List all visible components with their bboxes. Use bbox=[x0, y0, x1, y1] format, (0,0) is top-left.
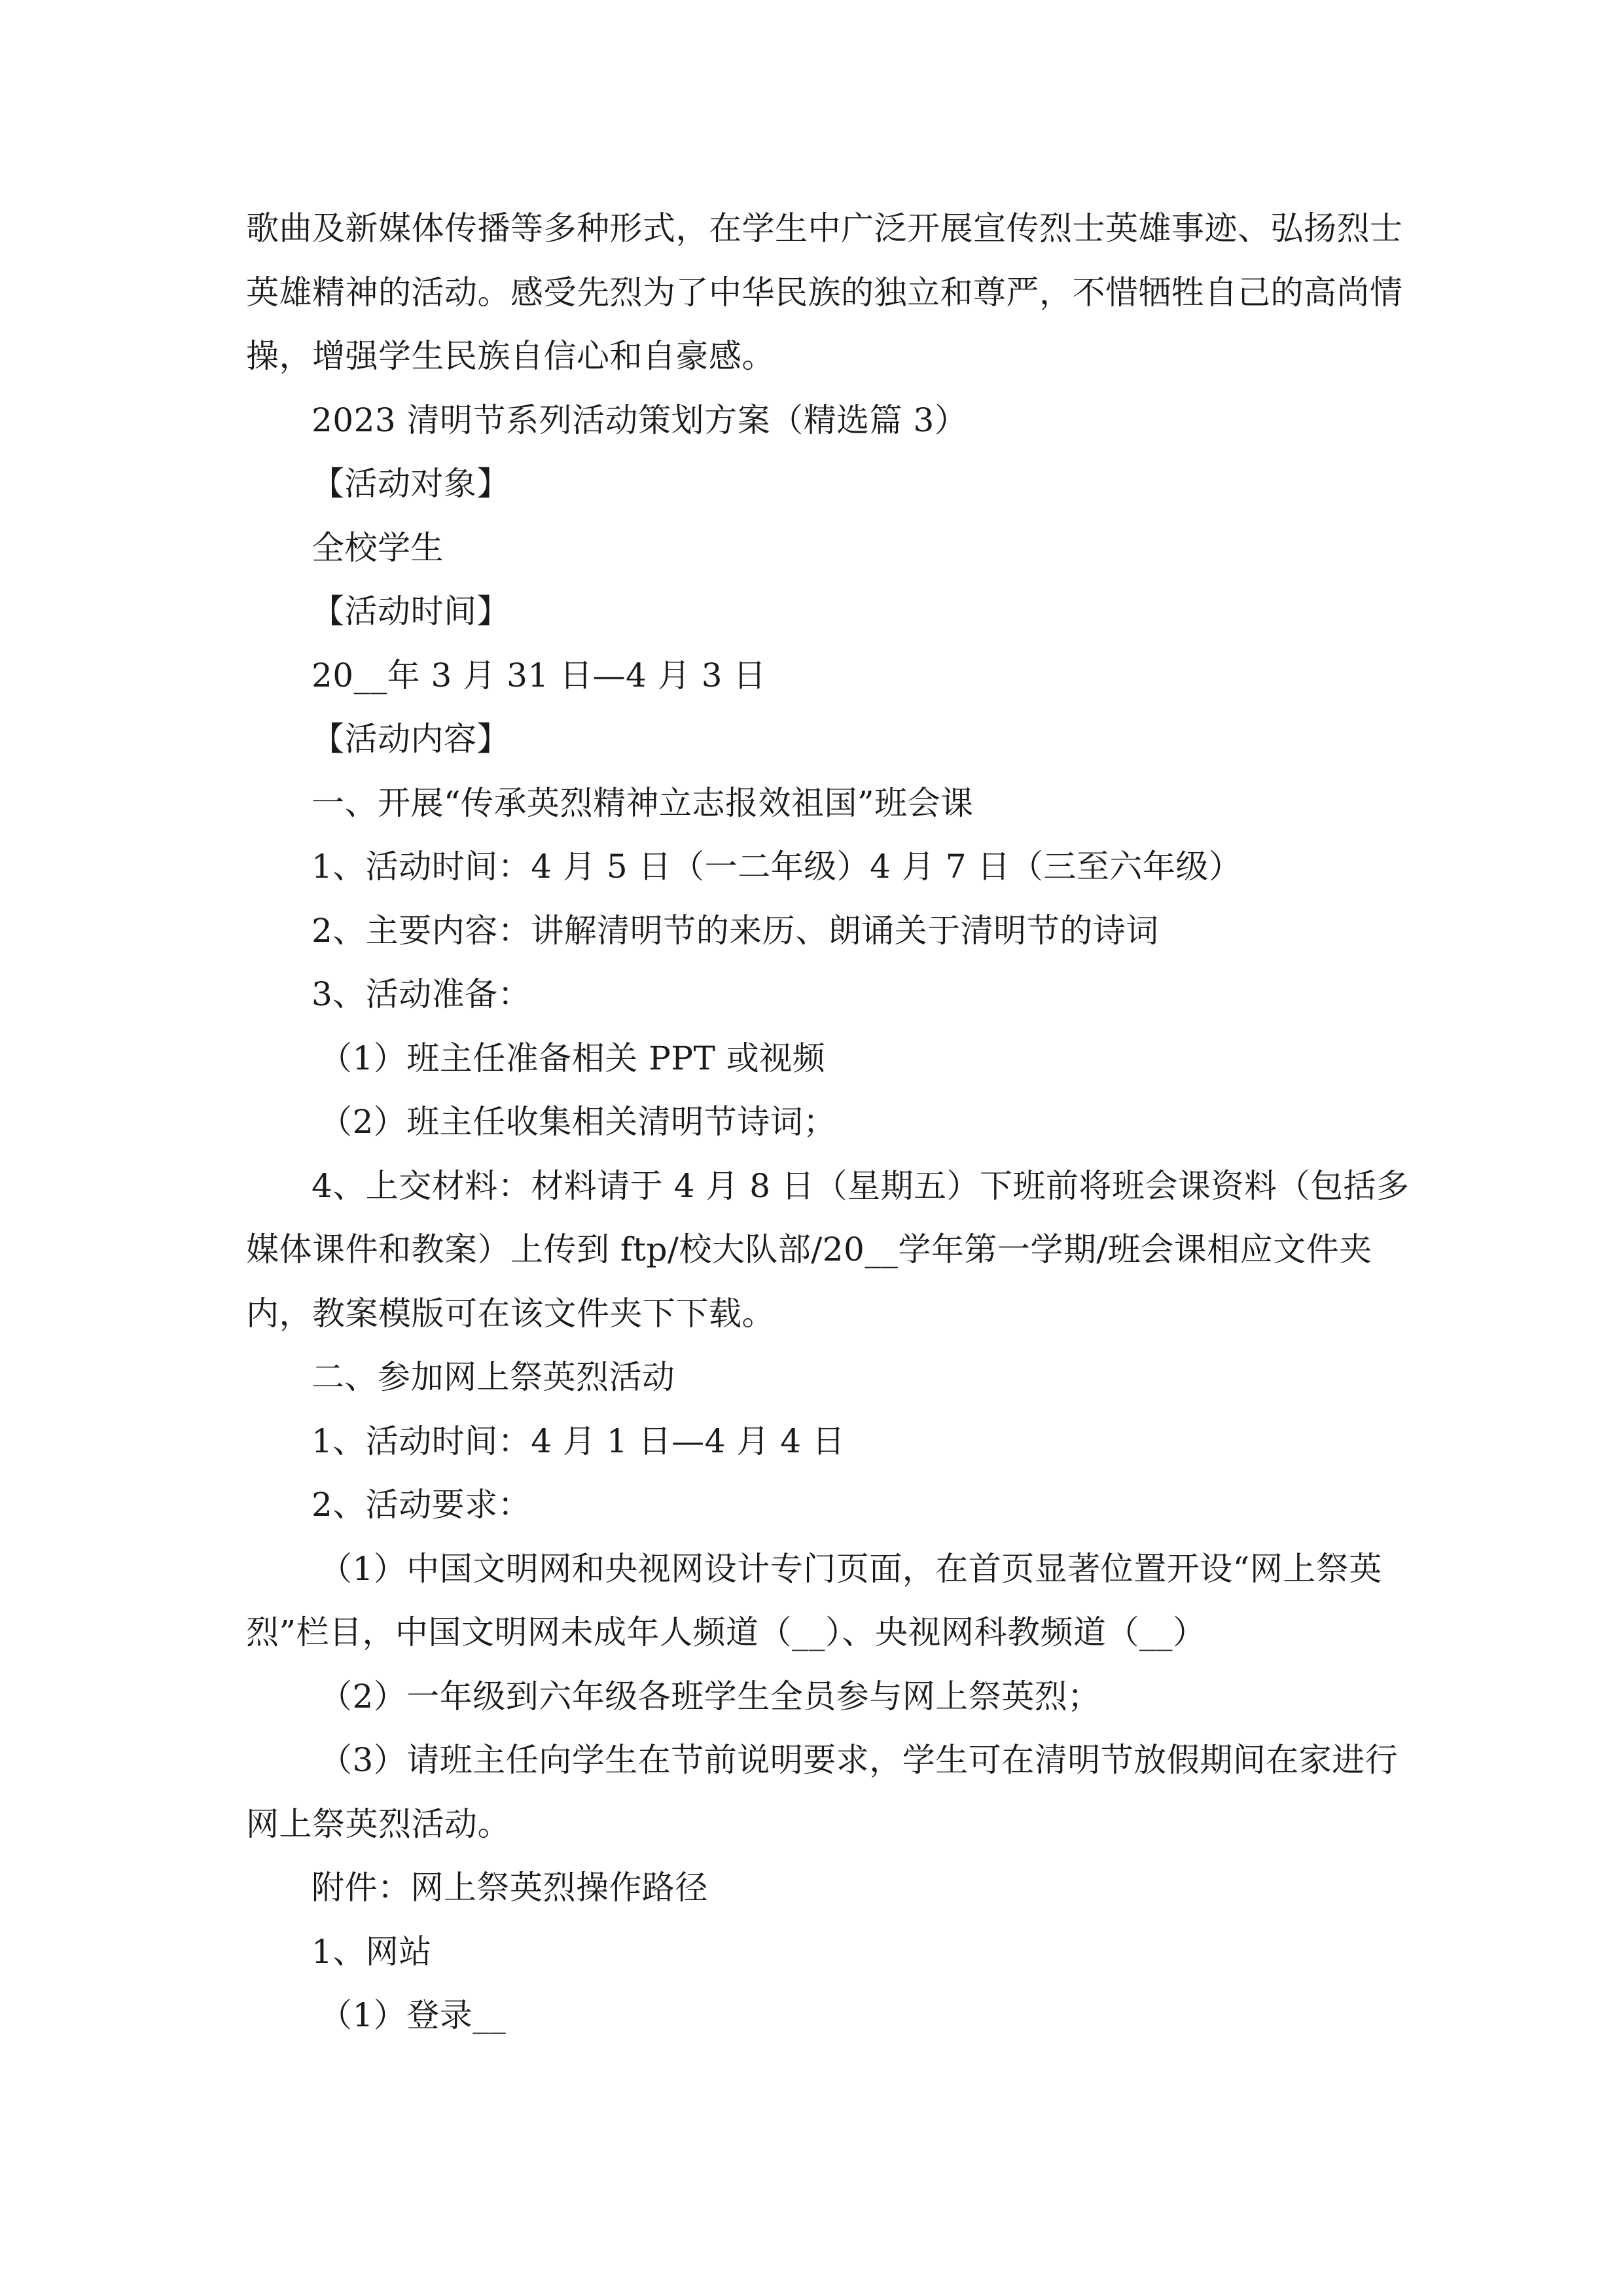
paragraph-line: 英雄精神的活动。感受先烈为了中华民族的独立和尊严，不惜牺牲自己的高尚情 bbox=[246, 273, 1403, 312]
sub-list-item: （1）班主任准备相关 PPT 或视频 bbox=[319, 1039, 826, 1077]
heading-activity-content: 【活动内容】 bbox=[312, 720, 510, 758]
paragraph-line: 媒体课件和教案）上传到 ftp/校大队部/20__学年第一学期/班会课相应文件夹 bbox=[246, 1230, 1372, 1268]
paragraph-line: 操，增强学生民族自信心和自豪感。 bbox=[246, 337, 775, 375]
sub-list-item: （1）登录__ bbox=[319, 1996, 507, 2034]
sub-list-item: （2）一年级到六年级各班学生全员参与网上祭英烈； bbox=[319, 1677, 1101, 1715]
sub-list-item: （3）请班主任向学生在节前说明要求，学生可在清明节放假期间在家进行 bbox=[319, 1741, 1399, 1779]
sub-list-item: （1）中国文明网和央视网设计专门页面，在首页显著位置开设“网上祭英 bbox=[319, 1549, 1382, 1588]
heading-activity-time: 【活动时间】 bbox=[312, 592, 510, 630]
list-item: 1、网站 bbox=[312, 1932, 432, 1971]
attachment-heading: 附件：网上祭英烈操作路径 bbox=[312, 1869, 708, 1907]
list-item: 2、活动要求： bbox=[312, 1486, 531, 1524]
list-item: 4、上交材料：材料请于 4 月 8 日（星期五）下班前将班会课资料（包括多 bbox=[312, 1166, 1410, 1205]
list-item: 1、活动时间：4 月 5 日（一二年级）4 月 7 日（三至六年级） bbox=[312, 848, 1242, 886]
section-heading-2: 二、参加网上祭英烈活动 bbox=[312, 1358, 675, 1396]
paragraph-line: 网上祭英烈活动。 bbox=[246, 1804, 510, 1843]
paragraph-line: 歌曲及新媒体传播等多种形式，在学生中广泛开展宣传烈士英雄事迹、弘扬烈士 bbox=[246, 209, 1403, 247]
document-body bbox=[246, 197, 1410, 2048]
heading-activity-target: 【活动对象】 bbox=[312, 465, 510, 503]
section-heading-1: 一、开展“传承英烈精神立志报效祖国”班会课 bbox=[312, 783, 974, 822]
list-item: 2、主要内容：讲解清明节的来历、朗诵关于清明节的诗词 bbox=[312, 911, 1159, 950]
paragraph-line: 20__年 3 月 31 日—4 月 3 日 bbox=[312, 656, 766, 694]
paragraph-line: 全校学生 bbox=[312, 528, 444, 567]
paragraph-line: 烈”栏目，中国文明网未成年人频道（__）、央视网科教频道（__） bbox=[246, 1613, 1206, 1651]
list-item: 1、活动时间：4 月 1 日—4 月 4 日 bbox=[312, 1422, 846, 1460]
sub-list-item: （2）班主任收集相关清明节诗词； bbox=[319, 1103, 836, 1141]
section-title: 2023 清明节系列活动策划方案（精选篇 3） bbox=[312, 401, 968, 439]
list-item: 3、活动准备： bbox=[312, 975, 531, 1013]
paragraph-line: 内，教案模版可在该文件夹下下载。 bbox=[246, 1294, 775, 1333]
